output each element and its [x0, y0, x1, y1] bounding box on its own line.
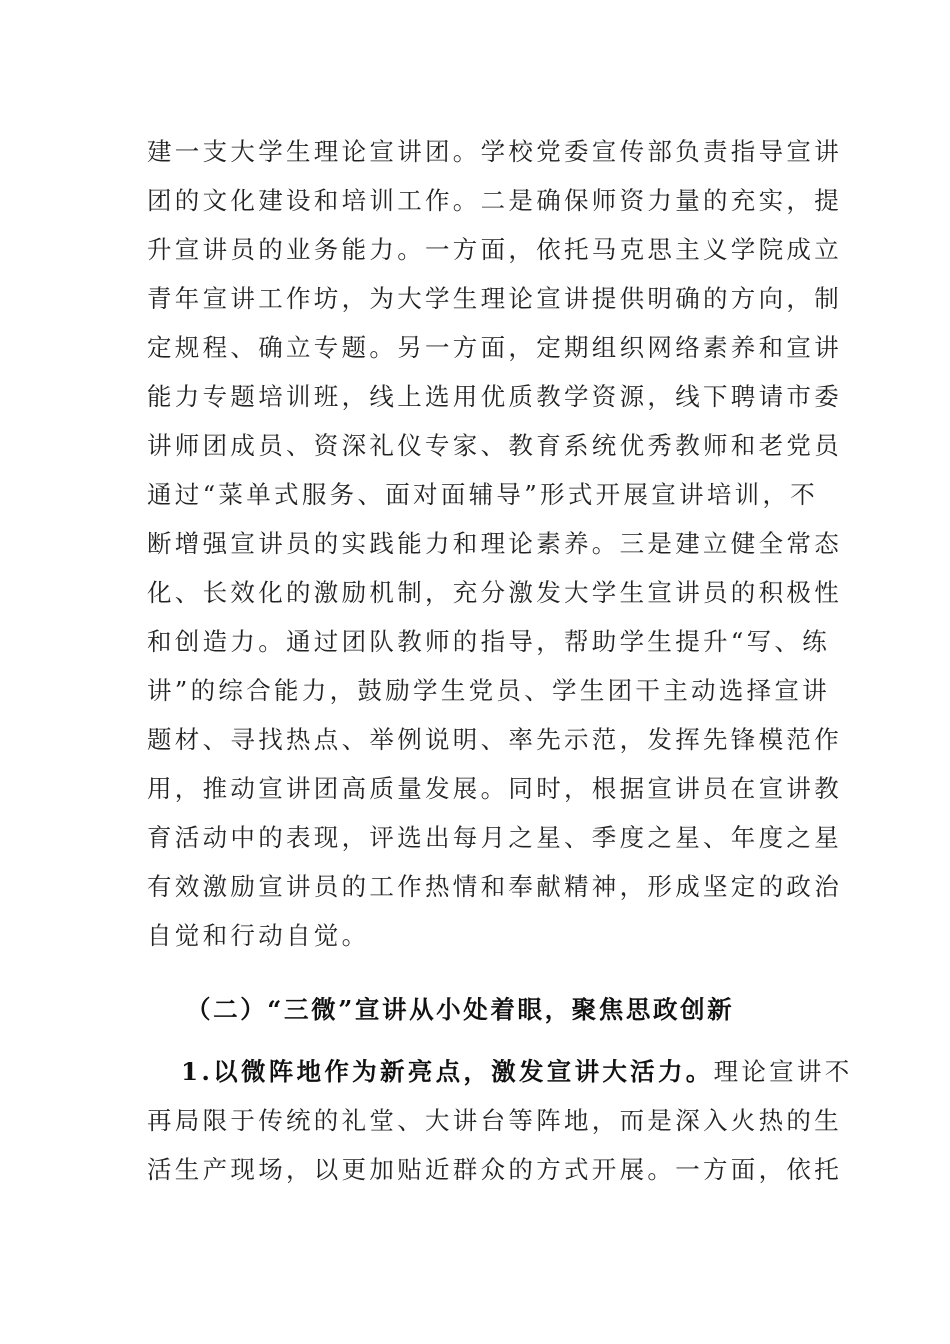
paragraph-1-line: 化、长效化的激励机制，充分激发大学生宣讲员的积极性 — [147, 578, 842, 607]
paragraph-1-line: 断增强宣讲员的实践能力和理论素养。三是建立健全常态 — [147, 529, 842, 558]
paragraph-1-line: 用，推动宣讲团高质量发展。同时，根据宣讲员在宣讲教 — [147, 774, 842, 803]
paragraph-1-line: 育活动中的表现，评选出每月之星、季度之星、年度之星 — [147, 823, 842, 852]
paragraph-1-line: 题材、寻找热点、举例说明、率先示范，发挥先锋模范作 — [147, 725, 842, 754]
paragraph-1-line: 讲”的综合能力，鼓励学生党员、学生团干主动选择宣讲 — [147, 676, 831, 705]
paragraph-1-line: 有效激励宣讲员的工作热情和奉献精神，形成坚定的政治 — [147, 872, 842, 901]
paragraph-1-line: 和创造力。通过团队教师的指导，帮助学生提升“写、练 — [147, 627, 831, 656]
paragraph-2-line: 活生产现场，以更加贴近群众的方式开展。一方面，依托 — [147, 1155, 842, 1184]
paragraph-2-first-line — [181, 1056, 853, 1088]
paragraph-1-line: 能力专题培训班，线上选用优质教学资源，线下聘请市委 — [147, 382, 842, 411]
paragraph-1-line: 升宣讲员的业务能力。一方面，依托马克思主义学院成立 — [147, 235, 842, 264]
paragraph-1-line: 团的文化建设和培训工作。二是确保师资力量的充实，提 — [147, 186, 842, 215]
paragraph-2-lead-text: 理论宣讲不 — [713, 1057, 853, 1086]
paragraph-1-line: 建一支大学生理论宣讲团。学校党委宣传部负责指导宣讲 — [147, 137, 842, 166]
paragraph-1-line: 自觉和行动自觉。 — [147, 921, 370, 950]
paragraph-1-line: 讲师团成员、资深礼仪专家、教育系统优秀教师和老党员 — [147, 431, 842, 460]
paragraph-1-line: 通过“菜单式服务、面对面辅导”形式开展宣讲培训，不 — [147, 480, 819, 509]
paragraph-2-lead-heading: 1.以微阵地作为新亮点，激发宣讲大活力。 — [181, 1057, 714, 1086]
paragraph-1-line: 青年宣讲工作坊，为大学生理论宣讲提供明确的方向，制 — [147, 284, 842, 313]
section-heading: （二）“三微”宣讲从小处着眼，聚焦思政创新 — [186, 995, 735, 1024]
paragraph-2-line: 再局限于传统的礼堂、大讲台等阵地，而是深入火热的生 — [147, 1106, 842, 1135]
paragraph-1-line: 定规程、确立专题。另一方面，定期组织网络素养和宣讲 — [147, 333, 842, 362]
